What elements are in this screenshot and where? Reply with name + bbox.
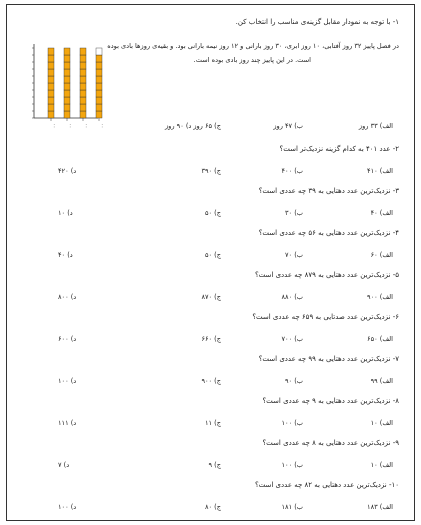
bar-2-cell (64, 90, 70, 97)
bar-4-cell (96, 83, 102, 90)
question-6-option-b: ب) ۷۰۰ (281, 335, 303, 343)
q1-option-a: الف) ۳۳ روز (358, 122, 393, 130)
question-4-text: ۴- نزدیک‌ترین عدد دهتایی به ۵۶ چه عددی است؟ (258, 229, 399, 237)
question-10-option-c: ج) ۸۰ (204, 503, 221, 511)
bar-4-cell (96, 104, 102, 111)
question-4-option-a: الف) ۶۰ (370, 251, 393, 259)
bar-2-cell (64, 69, 70, 76)
bar-4-cell (96, 76, 102, 83)
chart-x-label-4: ۰۰ (99, 123, 105, 129)
q1-text-line2: است. در این پاییز چند روز بادی بوده است. (193, 56, 311, 64)
bar-1-cell (48, 97, 54, 104)
question-3-option-b: ب) ۳۰ (285, 209, 303, 217)
bar-chart (22, 42, 105, 136)
question-8-option-d: د) ۱۱۱ (58, 419, 77, 427)
bar-3-cell (80, 55, 86, 62)
chart-x-label-3: ۰۰ (83, 123, 89, 129)
bar-3-cell (80, 62, 86, 69)
chart-x-label-1: ۰۰ (51, 123, 57, 129)
question-2-option-c: ج) ۳۹۰ (201, 167, 221, 175)
question-3-option-c: ج) ۵۰ (204, 209, 221, 217)
question-7-text: ۷- نزدیک‌ترین عدد دهتایی به ۹۹ چه عددی است؟ (258, 355, 399, 363)
q1-option-d: د) ۹۰ روز (165, 122, 192, 130)
bar-2-cell (64, 83, 70, 90)
bar-2-cell (64, 111, 70, 118)
question-6-option-c: ج) ۶۶۰ (201, 335, 221, 343)
bar-3-cell (80, 90, 86, 97)
question-5-option-c: ج) ۸۷۰ (201, 293, 221, 301)
bar-2-cell (64, 104, 70, 111)
bar-3-cell (80, 111, 86, 118)
q1-option-c: ج) ۶۵ روز (193, 122, 221, 130)
question-5-option-b: ب) ۸۸۰ (281, 293, 303, 301)
question-9-option-a: الف) ۱۰ (370, 461, 393, 469)
bar-3-cell (80, 83, 86, 90)
bar-3-cell (80, 104, 86, 111)
bar-1-cell (48, 76, 54, 83)
question-5-option-d: د) ۸۰۰ (58, 293, 77, 301)
question-10-text: ۱۰- نزدیک‌ترین عدد دهتایی به ۸۲ چه عددی است؟ (254, 481, 399, 489)
question-6-option-a: الف) ۶۵۰ (367, 335, 393, 343)
question-10-option-a: الف) ۱۸۳ (367, 503, 393, 511)
question-9-text: ۹- نزدیک‌ترین عدد دهتایی به ۸ چه عددی است؟ (262, 439, 399, 447)
chart-x-label-2: ۰۰ (67, 123, 73, 129)
bar-4-cell (96, 48, 102, 55)
bar-4-cell (96, 97, 102, 104)
bar-4-cell (96, 55, 102, 62)
bar-3-cell (80, 48, 86, 55)
bar-2-cell (64, 48, 70, 55)
question-2-option-b: ب) ۴۰۰ (281, 167, 303, 175)
question-8-text: ۸- نزدیک‌ترین عدد دهتایی به ۹ چه عددی است؟ (262, 397, 399, 405)
question-4-option-d: د) ۴۰ (58, 251, 73, 259)
question-4-option-c: ج) ۵۰ (204, 251, 221, 259)
question-10-option-d: د) ۱۰۰ (58, 503, 77, 511)
question-2-text: ۲- عدد ۴۰۱ به کدام گزینه نزدیک‌تر است؟ (279, 145, 399, 153)
bar-2-cell (64, 97, 70, 104)
question-5-text: ۵- نزدیک‌ترین عدد دهتایی به ۸۷۹ چه عددی است؟ (254, 271, 399, 279)
bar-4-cell (96, 111, 102, 118)
question-9-option-c: ج) ۹ (208, 461, 221, 469)
question-7-option-a: الف) ۹۹ (370, 377, 393, 385)
bar-4-cell (96, 62, 102, 69)
question-10-option-b: ب) ۱۸۱ (281, 503, 303, 511)
bar-3-cell (80, 69, 86, 76)
bar-1-cell (48, 90, 54, 97)
bar-1-cell (48, 48, 54, 55)
bar-1-cell (48, 111, 54, 118)
bar-2-cell (64, 62, 70, 69)
question-8-option-b: ب) ۱۰۰ (281, 419, 303, 427)
question-7-option-c: ج) ۹۰۰ (201, 377, 221, 385)
bar-3-cell (80, 76, 86, 83)
q1-option-b: ب) ۴۷ روز (273, 122, 303, 130)
question-9-option-d: د) ۷ (58, 461, 70, 469)
question-3-option-a: الف) ۴۰ (370, 209, 393, 217)
bar-3-cell (80, 97, 86, 104)
q1-title: ۱- با توجه به نمودار مقابل گزینه‌ی مناسب را انتخاب کن. (235, 18, 399, 26)
bar-1-cell (48, 69, 54, 76)
question-3-option-d: د) ۱۰ (58, 209, 73, 217)
question-7-option-b: ب) ۹۰ (285, 377, 303, 385)
question-2-option-d: د) ۴۲۰ (58, 167, 77, 175)
question-3-text: ۳- نزدیک‌ترین عدد دهتایی به ۳۹ چه عددی است؟ (258, 187, 399, 195)
bar-4-cell (96, 90, 102, 97)
question-8-option-a: الف) ۱۰ (370, 419, 393, 427)
bar-1-cell (48, 62, 54, 69)
question-4-option-b: ب) ۷۰ (285, 251, 303, 259)
question-6-option-d: د) ۶۰۰ (58, 335, 77, 343)
question-6-text: ۶- نزدیک‌ترین عدد صدتایی به ۶۵۹ چه عددی است؟ (252, 313, 399, 321)
question-7-option-d: د) ۱۰۰ (58, 377, 77, 385)
bar-1-cell (48, 83, 54, 90)
bar-2-cell (64, 55, 70, 62)
bar-1-cell (48, 104, 54, 111)
bar-2-cell (64, 76, 70, 83)
bar-1-cell (48, 55, 54, 62)
q1-text-line1: در فصل پاییز ۳۲ روز آفتابی، ۱۰ روز ابری، ۳۰ روز بارانی و ۱۲ روز نیمه بارانی بود. و بقیه‌ی روزها بادی بوده (107, 42, 399, 50)
question-9-option-b: ب) ۱۰۰ (281, 461, 303, 469)
question-8-option-c: ج) ۱۱ (204, 419, 221, 427)
question-2-option-a: الف) ۴۱۰ (367, 167, 393, 175)
question-5-option-a: الف) ۹۰۰ (367, 293, 393, 301)
bar-4-cell (96, 69, 102, 76)
